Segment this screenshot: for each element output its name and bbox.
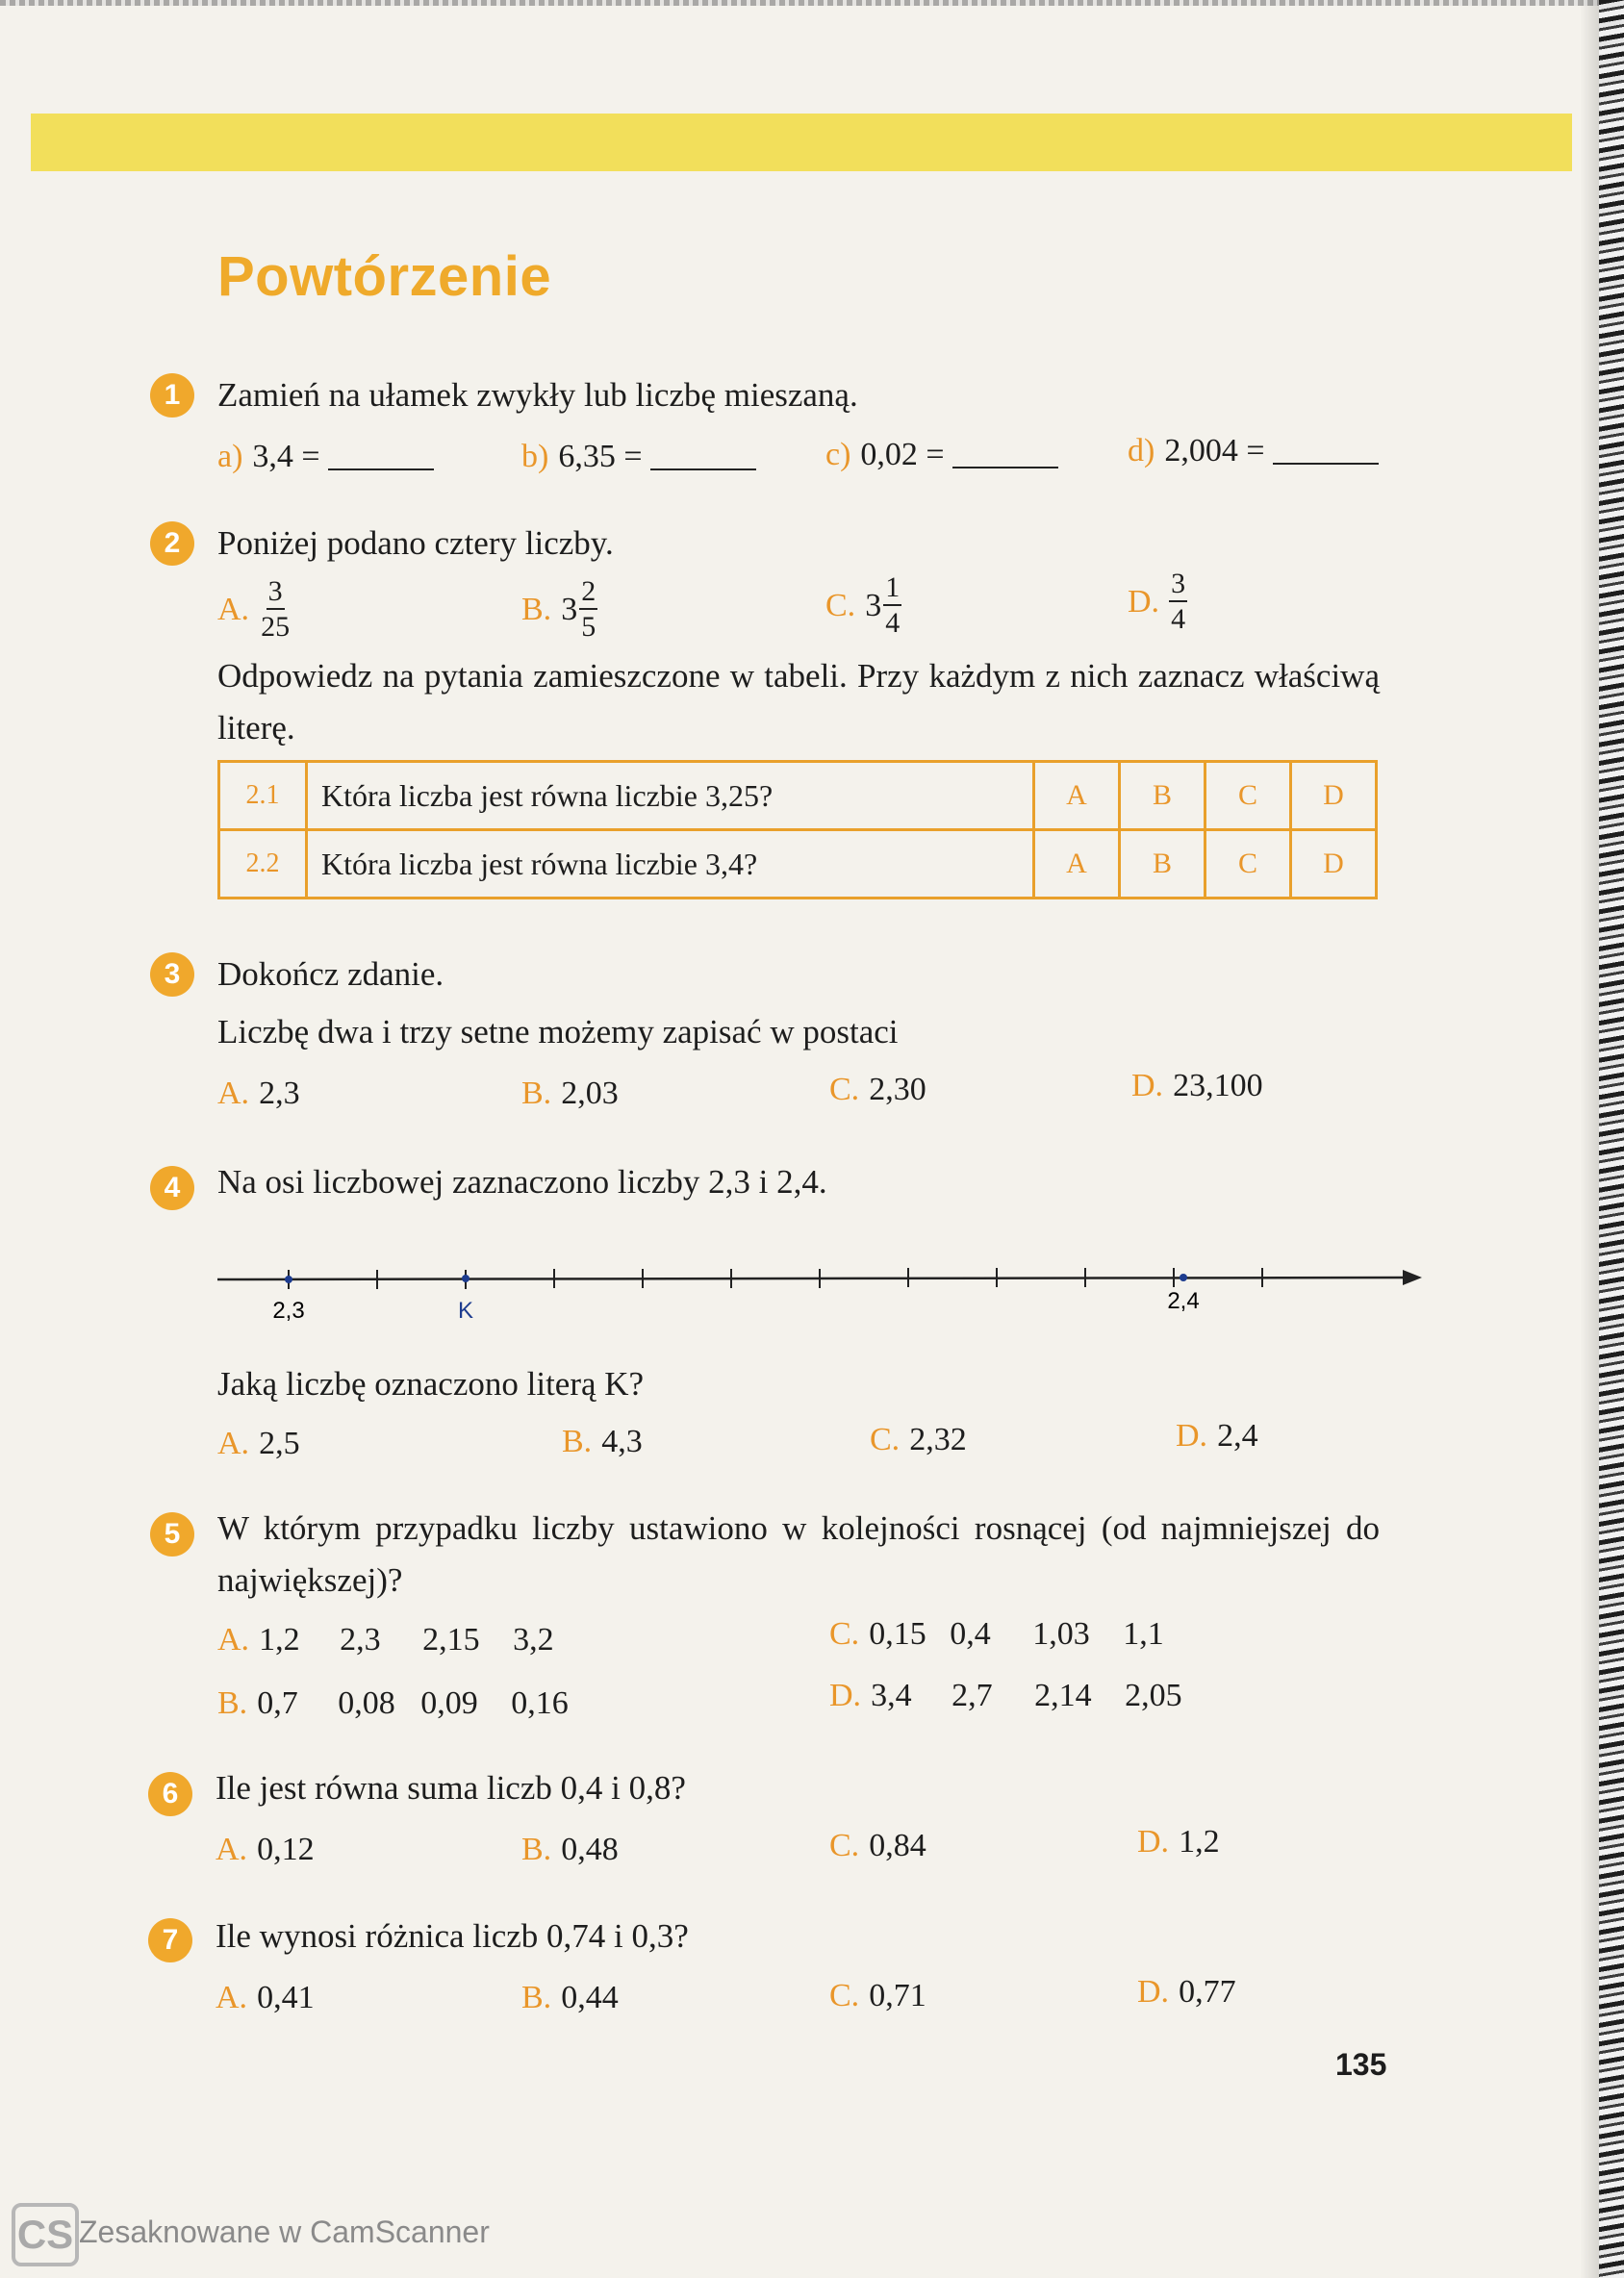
q1-item-b: [521, 439, 756, 475]
option-letter: C.: [870, 1422, 901, 1457]
q4-option-a[interactable]: [217, 1426, 300, 1462]
q5-option-d[interactable]: [829, 1678, 1182, 1714]
q2-option-c: [825, 573, 901, 638]
point-2-3: [285, 1276, 292, 1283]
option-value: 1,03: [1032, 1616, 1090, 1652]
option-value: 0,15: [869, 1616, 926, 1652]
axis-arrow-icon: [1403, 1270, 1422, 1285]
whole-part: 3: [865, 587, 882, 623]
answer-blank[interactable]: [650, 443, 756, 470]
q5-option-c[interactable]: [829, 1616, 1164, 1653]
option-letter: B.: [521, 1980, 552, 2015]
fraction: [259, 577, 292, 642]
row-question: Która liczba jest równa liczbie 3,4?: [307, 830, 1034, 899]
table-row: [219, 762, 1377, 830]
option-value: 0,41: [257, 1980, 315, 2015]
whole-part: 3: [561, 591, 578, 627]
option-value: 2,14: [1034, 1678, 1092, 1713]
option-value: 0,48: [561, 1832, 619, 1867]
row-question: Która liczba jest równa liczbie 3,25?: [307, 762, 1034, 830]
choice-a[interactable]: A: [1034, 830, 1120, 899]
option-value: 3,4: [871, 1678, 912, 1713]
option-value: 0,7: [257, 1685, 298, 1721]
option-letter: B.: [217, 1685, 248, 1721]
question-number-badge: 1: [150, 373, 194, 418]
option-letter: D.: [1137, 1824, 1170, 1860]
option-letter: D.: [1131, 1068, 1164, 1103]
q4-option-c[interactable]: [870, 1422, 967, 1458]
q5-option-b[interactable]: [217, 1685, 569, 1722]
row-id: 2.1: [219, 762, 307, 830]
option-value: 2,4: [1217, 1418, 1258, 1454]
numerator: 2: [579, 577, 597, 610]
numerator: 1: [883, 573, 901, 606]
option-letter: B.: [562, 1424, 593, 1459]
option-letter: a): [217, 439, 243, 474]
fraction: [579, 577, 597, 642]
numerator: 3: [1169, 570, 1187, 602]
q6-option-c[interactable]: [829, 1828, 926, 1864]
answer-table: [217, 760, 1378, 899]
q2-option-d: [1128, 570, 1187, 634]
question-2-text: Poniżej podano cztery liczby.: [217, 524, 614, 562]
denominator: 25: [261, 611, 291, 643]
scan-top-edge: [0, 0, 1624, 6]
option-letter: B.: [521, 1832, 552, 1867]
choice-c[interactable]: C: [1205, 762, 1291, 830]
section-title: Powtórzenie: [217, 245, 552, 308]
answer-blank[interactable]: [1273, 438, 1379, 465]
q7-option-a[interactable]: [216, 1980, 315, 2016]
q3-option-d[interactable]: [1131, 1068, 1263, 1104]
option-expr: 0,02 =: [860, 437, 945, 472]
option-value: 1,2: [259, 1622, 300, 1658]
answer-blank[interactable]: [952, 442, 1058, 468]
q3-sentence: Liczbę dwa i trzy setne możemy zapisać w postaci: [217, 1013, 899, 1050]
q7-option-b[interactable]: [521, 1980, 619, 2016]
option-letter: A.: [216, 1832, 248, 1867]
numerator: 3: [266, 577, 285, 610]
q3-option-c[interactable]: [829, 1072, 926, 1108]
question-4-text: Na osi liczbowej zaznaczono liczby 2,3 i 2,4.: [217, 1163, 827, 1201]
option-value: 2,30: [869, 1072, 926, 1107]
option-value: 2,7: [952, 1678, 993, 1713]
question-number-badge: 6: [148, 1772, 192, 1816]
q1-item-d: [1128, 433, 1379, 469]
option-value: 2,15: [422, 1622, 480, 1658]
option-value: 2,3: [340, 1622, 381, 1658]
q2-option-a: [217, 577, 292, 642]
q2-option-b: [521, 577, 597, 642]
option-expr: 6,35 =: [558, 439, 643, 474]
question-7-text: Ile wynosi różnica liczb 0,74 i 0,3?: [216, 1917, 689, 1955]
option-expr: 3,4 =: [252, 439, 320, 474]
q7-option-c[interactable]: [829, 1978, 926, 2014]
option-letter: A.: [217, 1426, 250, 1461]
axis-label-k: K: [457, 1298, 474, 1324]
option-value: 1,1: [1123, 1616, 1164, 1652]
q5-option-a[interactable]: [217, 1622, 554, 1658]
option-letter: C.: [825, 587, 856, 623]
question-6-text: Ile jest równa suma liczb 0,4 i 0,8?: [216, 1769, 686, 1807]
q3-option-a[interactable]: [217, 1076, 300, 1112]
fraction: [883, 573, 901, 638]
row-id: 2.2: [219, 830, 307, 899]
q4-question: Jaką liczbę oznaczono literą K?: [217, 1365, 645, 1403]
option-letter: B.: [521, 591, 552, 627]
option-value: 2,05: [1125, 1678, 1182, 1713]
option-value: 0,08: [338, 1685, 395, 1721]
option-value: 0,77: [1179, 1974, 1236, 2010]
q1-item-c: [825, 437, 1058, 473]
scanner-watermark: Zesaknowane w CamScanner: [79, 2215, 490, 2249]
option-letter: A.: [217, 591, 250, 627]
camscanner-logo-icon: CS: [12, 2203, 79, 2266]
option-letter: d): [1128, 433, 1155, 468]
q3-option-b[interactable]: [521, 1076, 619, 1112]
option-value: 4,3: [601, 1424, 643, 1459]
point-2-4: [1180, 1274, 1187, 1281]
question-number-badge: 7: [148, 1918, 192, 1962]
denominator: 4: [885, 607, 901, 639]
option-value: 23,100: [1173, 1068, 1263, 1103]
choice-d[interactable]: D: [1291, 762, 1377, 830]
option-letter: C.: [829, 1616, 860, 1652]
option-value: 2,5: [259, 1426, 300, 1461]
choice-b[interactable]: B: [1120, 830, 1205, 899]
q4-option-b[interactable]: [562, 1424, 643, 1460]
axis-label-right: 2,4: [1167, 1288, 1200, 1314]
point-k: [462, 1275, 469, 1282]
option-value: 0,44: [561, 1980, 619, 2015]
option-letter: C.: [829, 1828, 860, 1863]
table-row: [219, 830, 1377, 899]
header-band: [31, 114, 1572, 171]
question-number-badge: 3: [150, 952, 194, 997]
choice-b[interactable]: B: [1120, 762, 1205, 830]
choice-a[interactable]: A: [1034, 762, 1120, 830]
option-value: 0,09: [420, 1685, 478, 1721]
option-value: 1,2: [1179, 1824, 1220, 1860]
question-5-text: W którym przypadku liczby ustawiono w kolejności rosnącej (od najmniejszej do największej)?: [217, 1509, 1380, 1599]
answer-blank[interactable]: [328, 443, 434, 470]
option-letter: C.: [829, 1978, 860, 2013]
page-number: 135: [1335, 2047, 1387, 2082]
option-value: 0,84: [869, 1828, 926, 1863]
axis-label-left: 2,3: [272, 1298, 305, 1324]
choice-c[interactable]: C: [1205, 830, 1291, 899]
q7-option-d[interactable]: [1137, 1974, 1236, 2011]
option-letter: b): [521, 439, 549, 474]
axis-line: [217, 1278, 1410, 1279]
q2-instruction: Odpowiedz na pytania zamieszczone w tabeli. Przy każdym z nich zaznacz właściwą literę.: [217, 657, 1380, 747]
option-letter: A.: [217, 1622, 250, 1658]
question-3-text: Dokończ zdanie.: [217, 955, 444, 993]
option-letter: D.: [1137, 1974, 1170, 2010]
option-letter: D.: [829, 1678, 862, 1713]
denominator: 5: [581, 611, 596, 643]
page-shadow: [1580, 0, 1599, 2278]
option-value: 2,03: [561, 1076, 619, 1111]
q4-option-d[interactable]: [1176, 1418, 1258, 1455]
option-letter: D.: [1176, 1418, 1208, 1454]
q6-option-a[interactable]: [216, 1832, 315, 1868]
denominator: 4: [1171, 603, 1186, 635]
q1-item-a: [217, 439, 434, 475]
option-letter: D.: [1128, 583, 1160, 620]
option-value: 3,2: [513, 1622, 554, 1658]
q6-option-b[interactable]: [521, 1832, 619, 1868]
option-value: 0,16: [511, 1685, 569, 1721]
option-value: 0,12: [257, 1832, 315, 1867]
option-value: 2,3: [259, 1076, 300, 1111]
fraction: [1169, 570, 1187, 634]
question-number-badge: 2: [150, 521, 194, 566]
option-value: 0,4: [950, 1616, 991, 1652]
option-letter: c): [825, 437, 851, 472]
scan-right-edge: [1599, 0, 1624, 2278]
option-letter: A.: [216, 1980, 248, 2015]
question-number-badge: 5: [150, 1512, 194, 1557]
option-letter: A.: [217, 1076, 250, 1111]
number-line: [217, 1251, 1430, 1328]
q6-option-d[interactable]: [1137, 1824, 1220, 1860]
option-value: 0,71: [869, 1978, 926, 2013]
question-number-badge: 4: [150, 1166, 194, 1210]
choice-d[interactable]: D: [1291, 830, 1377, 899]
option-value: 2,32: [909, 1422, 967, 1457]
option-letter: C.: [829, 1072, 860, 1107]
option-expr: 2,004 =: [1164, 433, 1265, 468]
question-1-text: Zamień na ułamek zwykły lub liczbę mieszaną.: [217, 376, 858, 414]
option-letter: B.: [521, 1076, 552, 1111]
